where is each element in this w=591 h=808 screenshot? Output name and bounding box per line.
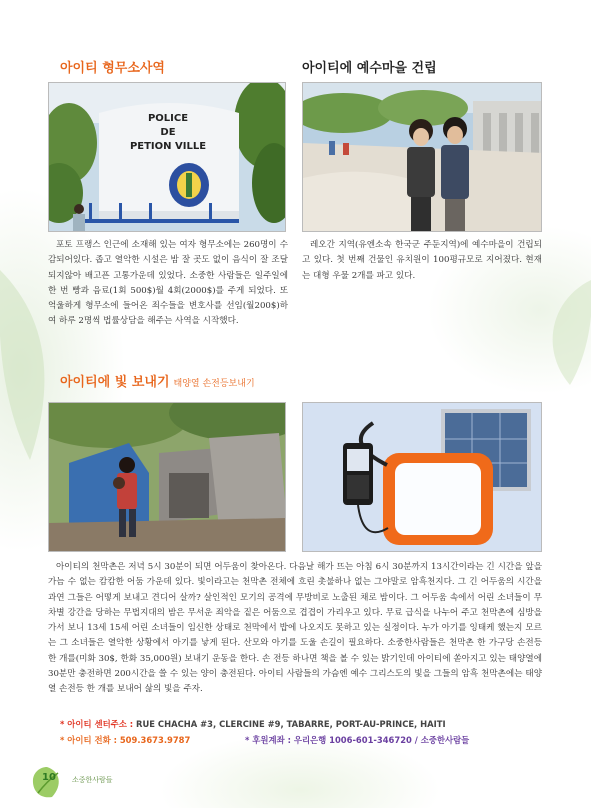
light-section-subtitle: 태양열 손전등보내기 — [173, 379, 255, 389]
asterisk-icon: * — [60, 719, 68, 729]
prison-sign-line-1: POLICE — [147, 113, 189, 124]
phone-value: 509.3673.9787 — [119, 735, 191, 745]
publication-name: 소중한사람들 — [72, 776, 113, 784]
account-value: 우리은행 1006-601-346720 / 소중한사람들 — [293, 735, 470, 745]
light-paragraph: 아이티의 천막촌은 저녁 5시 30분이 되면 어두움이 찾아온다. 다음날 해가 뜨는 아침 6시 30분까지 13시간이라는 긴 시간을 앞을 가늠 수 없는 캄캄한 어둠 가운데 있다. 빛이라고는 천막촌 전체에 흐린 촛불하나 없는 그야말로 암흑천지다. 그 긴 어두움의 시간을 과연 그들은 어떻게 보내고 견디어 살까? 살인적인 모기의 공격에 무방비로 노출된 채로 밤이다. 그 어두움 속에서 어린 소녀들이 무차별 강간을 당하는 무법지대의 밤은 무서운 죄악을 짙은 어둠으로 겹겹이 가리우고 있다. 무료 급식을 나누어 주고 천막촌에 심방을 가서 보니 13세 15세 어린 소녀들이 임신한 상태로 천막에서 밥에 나오지도 못하고 있는 실정이다. 누가 아기를 잉태케 했는지 모르는 그 소녀들은 열악한 상황에서 아기를 낳게 된다. 산모와 아기를 도울 손길이 필요하다. 소중한사람들은 천막촌 한 가구당 손전등 한 개를(미화 30$, 한화 35,000원) 보내기 운동을 한다. 손 전등 하나면 책을 볼 수 있는 밝기인데 아이티에 쏟아지고 있는 태양열에 30분만 충전하면 200시간을 쓸 수 있는 양이 충전된다. 아이티 사람들의 가슴엔 예수 그리스도의 빛을 그들의 암흑 천막촌에는 태양열 손전등 한 개를 보내어 삶의 빛을 주자. — [48, 562, 542, 695]
light-section-title — [60, 371, 255, 390]
phone-label: 아이티 전화 — [67, 735, 111, 745]
prison-paragraph: 포토 프랭스 인근에 소재해 있는 여자 형무소에는 260명이 수감되어있다. 좁고 열악한 시설은 밤 잘 곳도 없이 음식이 잘 조달되지않아 배고픈 고통가운데 있었다. 소중한 사람들은 일주일에 한 번 빵과 음료(1회 500$)월 4회(2000$)를 주게 되었다. 또 억울하게 형무소에 들어온 죄수들을 변호사를 선임(월200$)하여 하루 2명씩 법률상담을 해주는 사역을 시작했다. — [48, 240, 288, 327]
center-address-label: 아이티 센터주소 — [67, 719, 127, 729]
prison-sign-line-2: DE — [160, 127, 176, 138]
center-address-value: RUE CHACHA #3, CLERCINE #9, TABARRE, PORT-AU-PRINCE, HAITI — [136, 719, 446, 729]
leaf-decoration-icon — [520, 270, 591, 390]
village-photo-image — [303, 83, 542, 232]
village-photo — [302, 82, 542, 232]
light-section-title-text: 아이티에 빛 보내기 — [60, 375, 170, 390]
page-number: 10 — [42, 772, 56, 783]
village-section-title: 아이티에 예수마을 건립 — [302, 61, 437, 76]
asterisk-icon: * — [60, 735, 68, 745]
center-address-line: * 아이티 센터주소 : RUE CHACHA #3, CLERCINE #9, TABARRE, PORT-AU-PRINCE, HAITI — [60, 719, 446, 729]
asterisk-icon: * — [245, 735, 253, 745]
prison-section-title: 아이티 형무소사역 — [60, 61, 165, 76]
solar-lantern-photo — [302, 402, 542, 552]
prison-photo-image — [49, 83, 286, 232]
phone-line: * 아이티 전화 : 509.3673.9787 — [60, 735, 191, 745]
account-line: * 후원계좌 : 우리은행 1006-601-346720 / 소중한사람들 — [245, 735, 470, 745]
account-label: 후원계좌 — [252, 735, 285, 745]
solar-lantern-photo-image — [303, 403, 542, 552]
village-paragraph: 레오간 지역(유엔소속 한국군 주둔지역)에 예수마을이 건립되고 있다. 첫 번째 건물인 유치원이 100평규모로 지어졌다. 현재는 대형 우물 2개를 파고 있다. — [302, 240, 542, 281]
tent-camp-photo-image — [49, 403, 286, 552]
prison-sign-line-3: PETION VILLE — [129, 141, 207, 152]
prison-photo — [48, 82, 286, 232]
tent-camp-photo — [48, 402, 286, 552]
